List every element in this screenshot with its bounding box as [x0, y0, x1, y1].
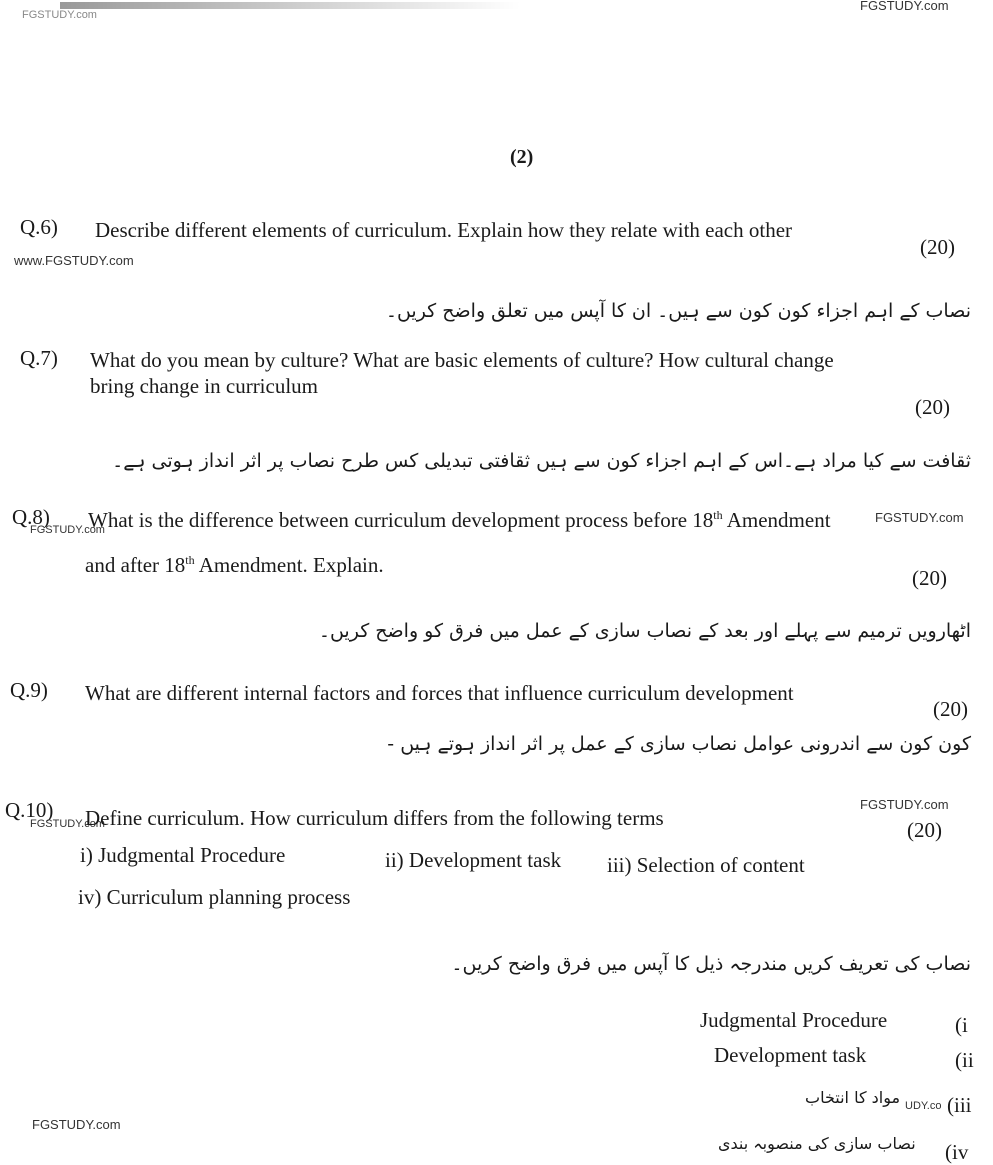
- question-number: Q.10): [5, 798, 54, 822]
- urdu-term-number: (iii: [947, 1093, 972, 1117]
- urdu-term-item: نصاب سازی کی منصوبہ بندی: [718, 1134, 916, 1153]
- watermark: FGSTUDY.com: [32, 1117, 121, 1132]
- urdu-term-number: (i: [955, 1013, 968, 1037]
- scan-smudge: [60, 2, 520, 9]
- marks: (20): [915, 395, 950, 419]
- question-number: Q.8): [12, 505, 50, 529]
- question-number: Q.7): [20, 346, 58, 370]
- watermark: FGSTUDY.com: [860, 797, 949, 812]
- question-number: Q.9): [10, 678, 48, 702]
- question-text: and after 18th Amendment. Explain.: [85, 553, 384, 577]
- term-item: ii) Development task: [385, 848, 562, 872]
- watermark: FGSTUDY.com: [875, 510, 964, 525]
- urdu-translation: کون کون سے اندرونی عوامل نصاب سازی کے عمل پر اثر انداز ہوتے ہیں -: [387, 733, 971, 755]
- urdu-term-item: Development task: [714, 1043, 867, 1067]
- urdu-translation: اٹھارویں ترمیم سے پہلے اور بعد کے نصاب سازی کے عمل میں فرق کو واضح کریں۔: [318, 620, 971, 642]
- watermark: www.FGSTUDY.com: [14, 253, 134, 268]
- urdu-term-item: Judgmental Procedure: [700, 1008, 888, 1032]
- marks: (20): [912, 566, 947, 590]
- watermark: UDY.co: [905, 1100, 942, 1112]
- marks: (20): [920, 235, 955, 259]
- urdu-term-item: مواد کا انتخاب: [805, 1088, 901, 1107]
- marks: (20): [933, 697, 968, 721]
- marks: (20): [907, 818, 942, 842]
- urdu-term-number: (ii: [955, 1048, 974, 1072]
- term-item: iv) Curriculum planning process: [78, 885, 351, 909]
- term-item: iii) Selection of content: [607, 853, 805, 877]
- question-text: What do you mean by culture? What are basic elements of culture? How cultural change: [90, 348, 834, 372]
- watermark: FGSTUDY.com: [30, 818, 105, 830]
- question-text: Describe different elements of curriculum. Explain how they relate with each other: [95, 218, 793, 242]
- question-text: Define curriculum. How curriculum differs from the following terms: [85, 806, 664, 830]
- watermark: FGSTUDY.com: [22, 9, 97, 21]
- watermark: FGSTUDY.com: [30, 524, 105, 536]
- question-text: bring change in curriculum: [90, 374, 319, 398]
- page-number: (2): [510, 146, 534, 168]
- term-item: i) Judgmental Procedure: [80, 843, 286, 867]
- urdu-translation: نصاب کی تعریف کریں مندرجہ ذیل کا آپس میں فرق واضح کریں۔: [451, 953, 971, 975]
- urdu-translation: ثقافت سے کیا مراد ہے۔اس کے اہم اجزاء کون سے ہیں ثقافتی تبدیلی کس طرح نصاب پر اثر انداز ہوتی ہے۔: [112, 450, 971, 472]
- question-text: What are different internal factors and forces that influence curriculum development: [85, 681, 794, 705]
- urdu-translation: نصاب کے اہم اجزاء کون کون سے ہیں۔ ان کا آپس میں تعلق واضح کریں۔: [385, 300, 971, 322]
- question-text: What is the difference between curriculum development process before 18th Amendment: [88, 508, 831, 532]
- urdu-term-number: (iv: [945, 1140, 969, 1164]
- watermark: FGSTUDY.com: [860, 0, 949, 13]
- question-number: Q.6): [20, 215, 58, 239]
